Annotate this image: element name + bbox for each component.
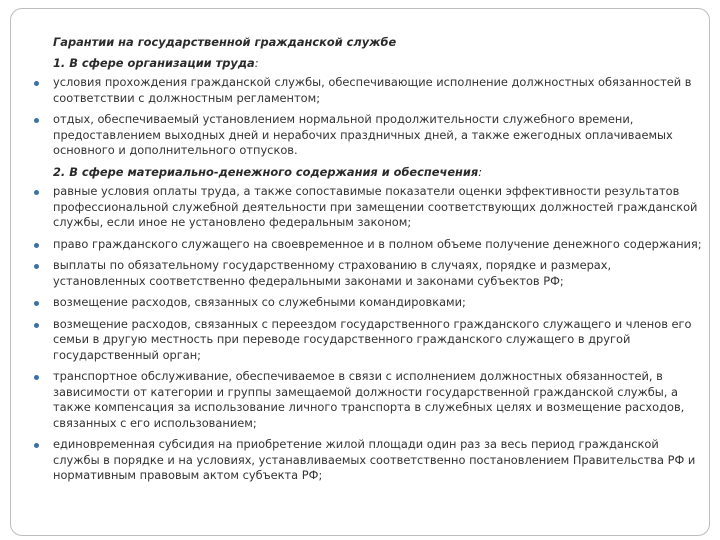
list-item [33,317,705,364]
list-item [33,75,705,106]
list-item [33,184,705,231]
slide-content [33,35,705,490]
list-item-text: выплаты по обязательному государственному страхованию в случаях, порядке и размерах, установленных соответственно федеральными законами и законами субъектов РФ; [53,258,612,288]
section-title-material [53,165,705,181]
material-guarantees-list [33,184,705,484]
section-title-labor-text: 1. В сфере организации труда [53,55,255,70]
list-item [33,258,705,289]
bullet-icon [34,243,39,248]
list-item-text: равные условия оплаты труда, а также сопоставимые показатели оценки эффективности результатов профессиональной служебной деятельности при замещении соответствующих должностей гражданской службы, если иное не установлено федеральным законом; [53,184,698,229]
section-title-material-text: 2. В сфере материально-денежного содержания и обеспечения [53,164,479,179]
bullet-icon [34,190,39,195]
list-item [33,112,705,159]
labor-guarantees-list [33,75,705,159]
list-item-text: условия прохождения гражданской службы, обеспечивающие исполнение должностных обязанностей в соответствии с должностным регламентом; [53,75,692,105]
bullet-icon [34,81,39,86]
bullet-icon [34,375,39,380]
page-title: Гарантии на государственной гражданской службе [53,35,397,49]
list-item-text: единовременная субсидия на приобретение жилой площади один раз за весь период гражданской службы в порядке и на условиях, устанавливаемых соответственно постановлением Правительства РФ и нормативным правовым актом субъекта РФ; [53,437,696,482]
list-item-text: отдых, обеспечиваемый установлением нормальной продолжительности служебного времени, предоставлением выходных дней и нерабочих праздничных дней, а также ежегодных оплачиваемых основного и дополнительного отпусков. [53,112,673,157]
bullet-icon [34,264,39,269]
section-title-labor [53,56,705,72]
bullet-icon [34,443,39,448]
section-title-labor-colon: : [254,55,259,70]
list-item-text: возмещение расходов, связанных с переездом государственного гражданского служащего и членов его семьи в другую местность при переводе государственного гражданского служащего в другой государственный орган; [53,316,692,362]
bullet-icon [34,323,39,328]
list-item-text: транспортное обслуживание, обеспечиваемое в связи с исполнением должностных обязанностей, в зависимости от категории и группы замещаемой должности государственной гражданской службы, а также компенсация за использование личного транспорта в служебных целях и возмещение расходов, связанных с его использованием; [53,369,685,430]
bullet-icon [34,301,39,306]
slide-frame [10,8,710,536]
list-item [33,295,705,311]
list-item-text: возмещение расходов, связанных со служебными командировками; [53,295,466,309]
list-item-text: право гражданского служащего на своевременное и в полном объеме получение денежного содержания; [53,236,702,251]
bullet-icon [34,118,39,123]
list-item [33,369,705,431]
section-title-material-colon: : [478,164,483,179]
list-item [33,237,705,253]
list-item [33,437,705,484]
